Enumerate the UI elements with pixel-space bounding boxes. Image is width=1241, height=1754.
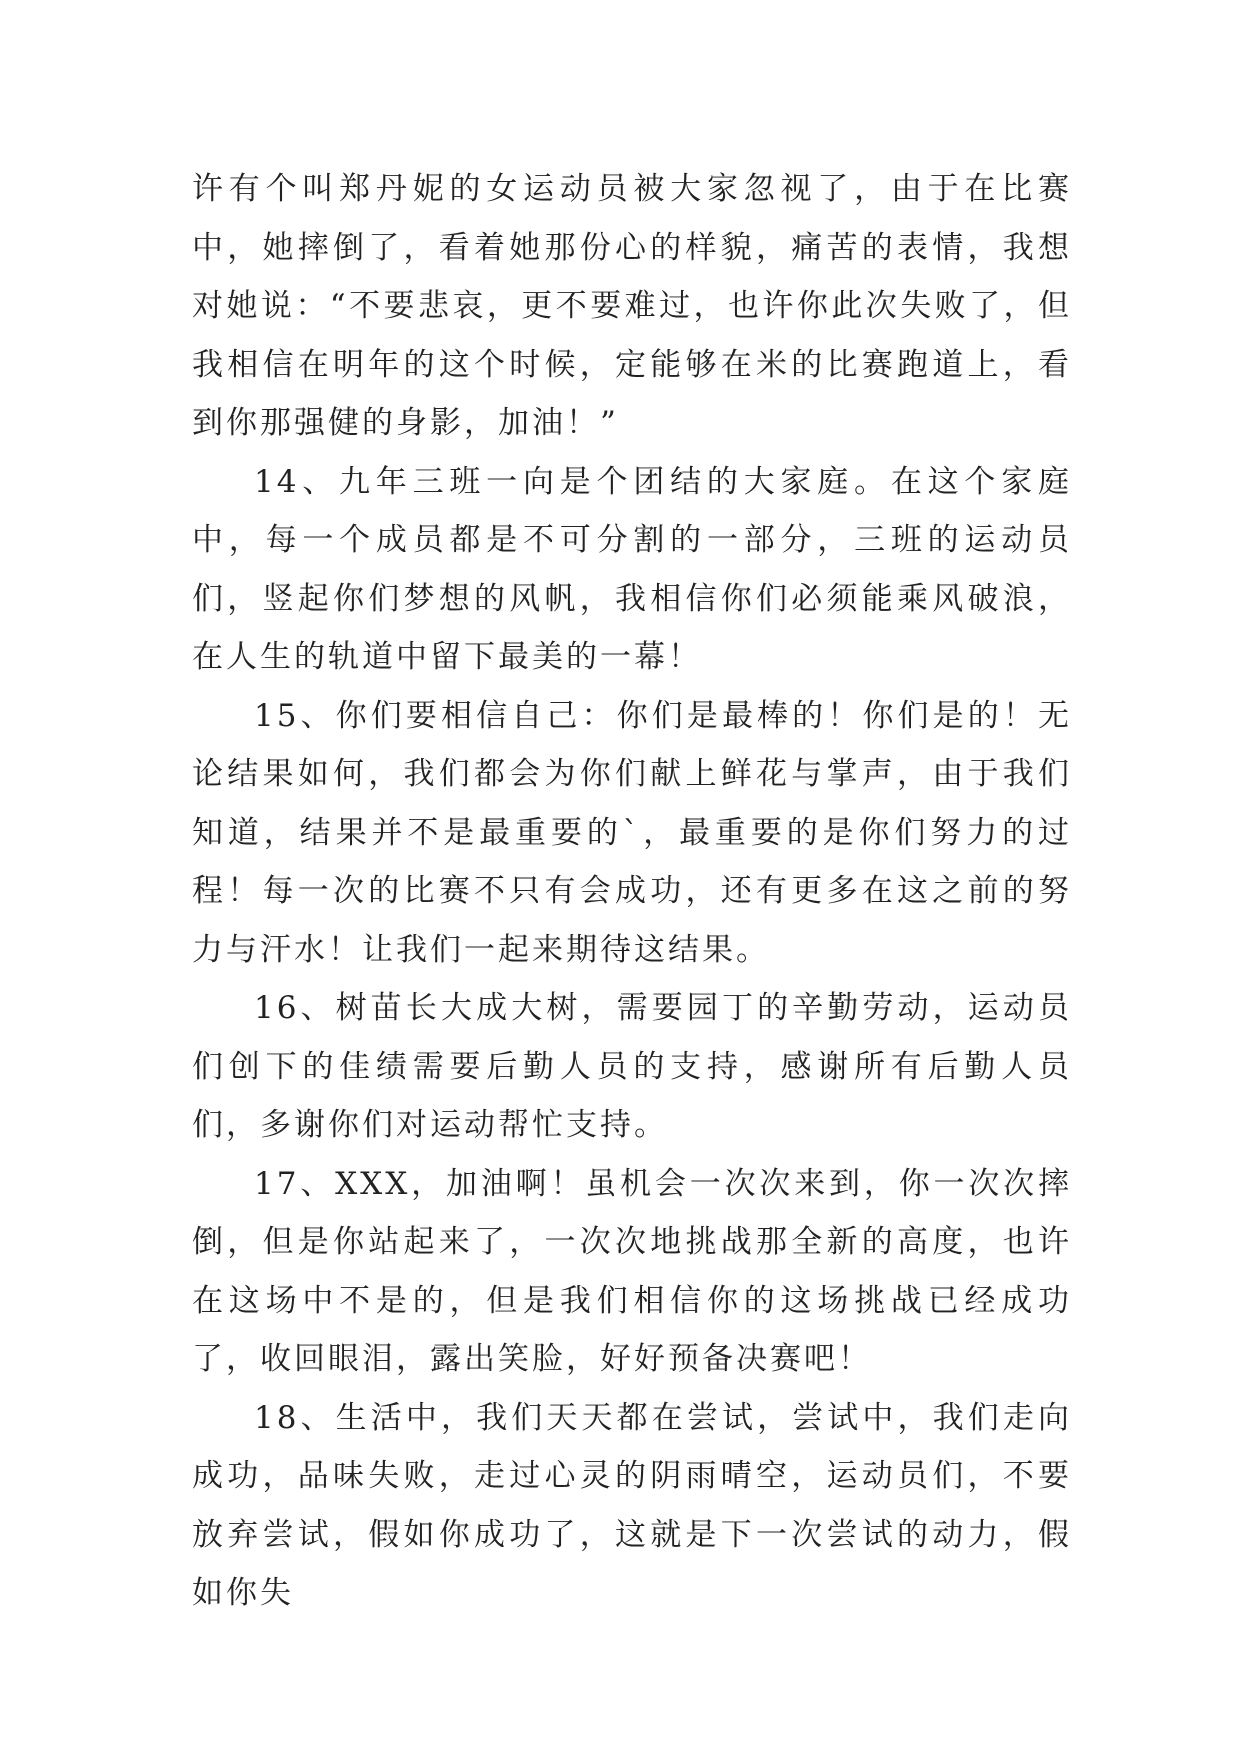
paragraph-continued: 许有个叫郑丹妮的女运动员被大家忽视了，由于在比赛中，她摔倒了，看着她那份心的样貌，痛苦的表情，我想对她说：“不要悲哀，更不要难过，也许你此次失败了，但我相信在明年的这个时候，定能够在米的比赛跑道上，看到你那强健的身影，加油！” — [192, 171, 1072, 441]
paragraph-18: 18、生活中，我们天天都在尝试，尝试中，我们走向成功，品味失败，走过心灵的阴雨晴空，运动员们，不要放弃尝试，假如你成功了，这就是下一次尝试的动力，假如你失 — [192, 1399, 1072, 1611]
paragraph-14: 14、九年三班一向是个团结的大家庭。在这个家庭中，每一个成员都是不可分割的一部分，三班的运动员们，竖起你们梦想的风帆，我相信你们必须能乘风破浪，在人生的轨道中留下最美的一幕！ — [192, 463, 1072, 675]
paragraph-15: 15、你们要相信自己：你们是最棒的！你们是的！无论结果如何，我们都会为你们献上鲜花与掌声，由于我们知道，结果并不是最重要的`，最重要的是你们努力的过程！每一次的比赛不只有会成功，还有更多在这之前的努力与汗水！让我们一起来期待这结果。 — [192, 697, 1072, 968]
paragraph-17: 17、XXX，加油啊！虽机会一次次来到，你一次次摔倒，但是你站起来了，一次次地挑战那全新的高度，也许在这场中不是的，但是我们相信你的这场挑战已经成功了，收回眼泪，露出笑脸，好好预备决赛吧！ — [192, 1165, 1072, 1377]
document-body — [192, 160, 1072, 1623]
paragraph-16: 16、树苗长大成大树，需要园丁的辛勤劳动，运动员们创下的佳绩需要后勤人员的支持，感谢所有后勤人员们，多谢你们对运动帮忙支持。 — [192, 990, 1072, 1143]
